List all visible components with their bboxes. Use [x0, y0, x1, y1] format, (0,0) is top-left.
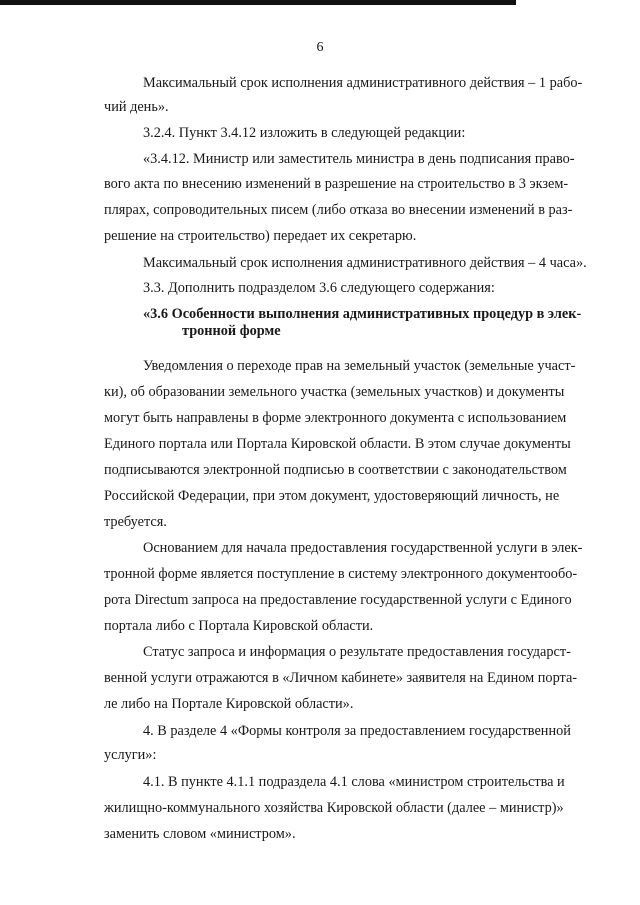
text-line: жилищно-коммунального хозяйства Кировской области (далее – министр)»	[104, 800, 564, 816]
text-line: могут быть направлены в форме электронного документа с использованием	[104, 410, 567, 426]
text-line: требуется.	[104, 514, 167, 530]
text-line: 4.1. В пункте 4.1.1 подраздела 4.1 слова «министром строительства и	[143, 774, 565, 790]
text-line: Российской Федерации, при этом документ, удостоверяющий личность, не	[104, 488, 560, 504]
section-heading-line: тронной форме	[182, 323, 281, 339]
text-line: тронной форме является поступление в систему электронного документообо-	[104, 566, 578, 582]
text-line: 3.3. Дополнить подразделом 3.6 следующего содержания:	[143, 280, 495, 296]
text-line: Уведомления о переходе прав на земельный участок (земельные участ-	[143, 358, 576, 374]
text-line: рота Directum запроса на предоставление государственной услуги с Единого	[104, 592, 572, 608]
text-line: венной услуги отражаются в «Личном кабинете» заявителя на Едином порта-	[104, 670, 578, 686]
text-line: Статус запроса и информация о результате предоставления государст-	[143, 644, 571, 660]
top-border-rule	[0, 0, 516, 5]
text-line: заменить словом «министром».	[104, 826, 296, 842]
text-line: услуги»:	[104, 747, 157, 763]
text-line: Максимальный срок исполнения административного действия – 1 рабо-	[143, 75, 583, 91]
text-line: 3.2.4. Пункт 3.4.12 изложить в следующей редакции:	[143, 125, 466, 141]
page-number: 6	[316, 40, 324, 55]
text-line: решение на строительство) передает их секретарю.	[104, 228, 417, 244]
text-line: Основанием для начала предоставления государственной услуги в элек-	[143, 540, 583, 556]
text-line: ки), об образовании земельного участка (земельных участков) и документы	[104, 384, 565, 400]
text-line: Максимальный срок исполнения административного действия – 4 часа».	[143, 255, 587, 271]
text-line: подписываются электронной подписью в соответствии с законодательством	[104, 462, 567, 478]
section-heading-line: «3.6 Особенности выполнения административных процедур в элек-	[143, 306, 582, 322]
text-line: 4. В разделе 4 «Формы контроля за предоставлением государственной	[143, 723, 571, 739]
text-line: ле либо на Портале Кировской области».	[104, 696, 354, 712]
text-line: «3.4.12. Министр или заместитель министра в день подписания право-	[143, 151, 575, 167]
text-line: вого акта по внесению изменений в разрешение на строительство в 3 экзем-	[104, 176, 569, 192]
text-line: плярах, сопроводительных писем (либо отказа во внесении изменений в раз-	[104, 202, 573, 218]
text-line: портала либо с Портала Кировской области.	[104, 618, 374, 634]
text-line: чий день».	[104, 99, 169, 115]
text-line: Единого портала или Портала Кировской области. В этом случае документы	[104, 436, 571, 452]
